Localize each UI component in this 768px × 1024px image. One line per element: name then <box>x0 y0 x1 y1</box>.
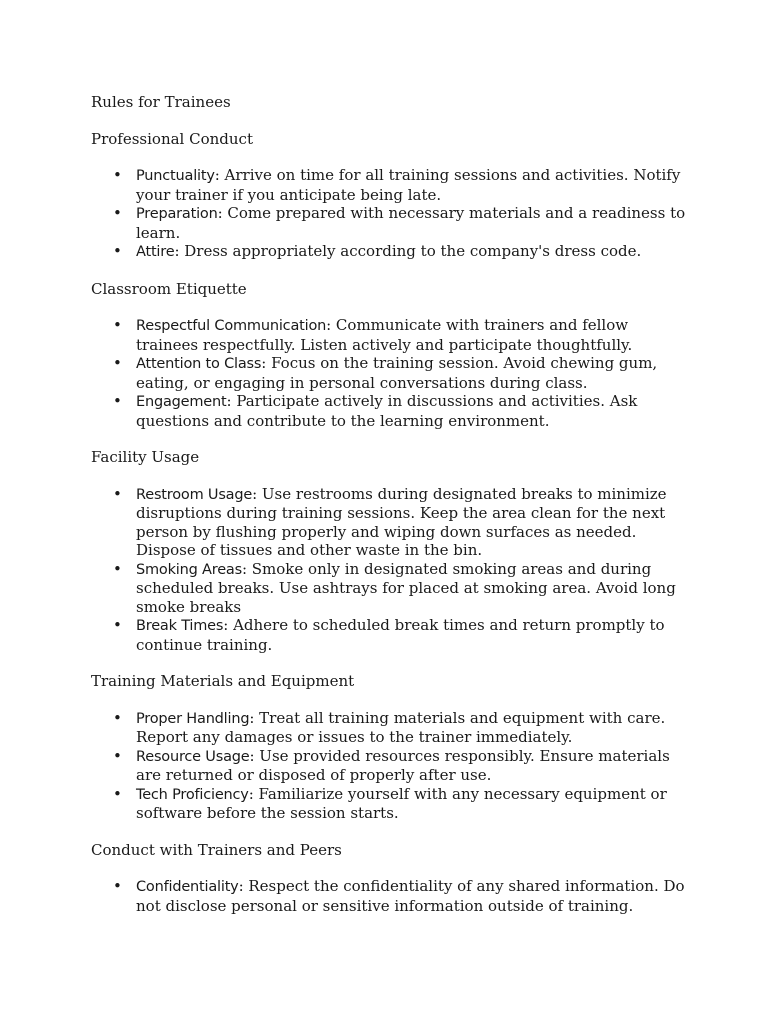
rule-text: : Treat all training materials and equipment with care. Report any damages or issues to the trainer immediately. <box>136 708 666 746</box>
section-heading-professional-conduct: Professional Conduct <box>91 129 253 148</box>
bullet-icon: • <box>113 242 122 260</box>
rule-term: Tech Proficiency <box>136 786 249 803</box>
rule-term: Punctuality <box>136 168 215 184</box>
rule-term: Smoking Areas <box>136 561 242 578</box>
rules-list-facility-usage <box>91 485 691 655</box>
rule-term: Respectful Communication <box>136 318 327 334</box>
rule-term: Preparation <box>136 206 218 222</box>
rules-list-professional-conduct <box>91 166 691 262</box>
bullet-icon: • <box>113 316 122 334</box>
rule-text: : Dress appropriately according to the company's dress code. <box>174 242 642 260</box>
document-title: Rules for Trainees <box>91 93 231 111</box>
rule-text: : Use restrooms during designated breaks to minimize disruptions during training sessions. Keep the area clean for the next person by flushing properly and wiping down surfaces as needed. Dispose of tissues and other waste in the bin. <box>136 484 667 559</box>
bullet-icon: • <box>113 784 122 803</box>
rule-item <box>91 242 691 262</box>
bullet-icon: • <box>113 354 122 372</box>
rule-text: : Adhere to scheduled break times and return promptly to continue training. <box>136 616 665 654</box>
rule-term: Engagement <box>136 394 227 410</box>
document-page <box>91 93 691 933</box>
rule-text: : Communicate with trainers and fellow trainees respectfully. Listen actively and participate thoughtfully. <box>136 316 633 354</box>
bullet-icon: • <box>113 559 122 578</box>
rule-text: : Respect the confidentiality of any shared information. Do not disclose personal or sensitive information outside of training. <box>136 877 685 915</box>
rule-text: : Familiarize yourself with any necessary equipment or software before the session starts. <box>136 784 667 822</box>
rule-item <box>91 316 691 354</box>
rule-term: Attire <box>136 244 175 260</box>
rules-list-classroom-etiquette <box>91 316 691 430</box>
rule-item <box>91 560 691 617</box>
rule-item <box>91 616 691 654</box>
rule-item <box>91 747 691 785</box>
section-heading-classroom-etiquette: Classroom Etiquette <box>91 279 247 298</box>
rule-term: Resource Usage <box>136 748 250 765</box>
rule-text: : Arrive on time for all training sessions and activities. Notify your trainer if you anticipate being late. <box>136 166 681 204</box>
rule-text: : Come prepared with necessary materials and a readiness to learn. <box>136 204 686 242</box>
rule-item <box>91 709 691 747</box>
rules-list-training-materials <box>91 709 691 823</box>
bullet-icon: • <box>113 877 122 895</box>
rule-item <box>91 204 691 242</box>
bullet-icon: • <box>113 708 122 727</box>
rule-item <box>91 485 691 560</box>
rule-term: Break Times <box>136 618 224 634</box>
rule-term: Confidentiality <box>136 879 239 895</box>
bullet-icon: • <box>113 484 122 503</box>
rule-item <box>91 877 691 915</box>
rule-item <box>91 166 691 204</box>
section-heading-training-materials: Training Materials and Equipment <box>91 672 355 690</box>
rule-term: Attention to Class <box>136 356 262 372</box>
bullet-icon: • <box>113 746 122 765</box>
bullet-icon: • <box>113 392 122 410</box>
rule-term: Restroom Usage <box>136 486 253 503</box>
rule-item <box>91 392 691 430</box>
rule-text: : Participate actively in discussions and activities. Ask questions and contribute to the learning environment. <box>136 392 638 430</box>
rule-term: Proper Handling <box>136 710 250 727</box>
section-heading-conduct-with-trainers: Conduct with Trainers and Peers <box>91 840 342 859</box>
rules-list-conduct-with-trainers <box>91 877 691 915</box>
rule-text: : Use provided resources responsibly. Ensure materials are returned or disposed of properly after use. <box>136 746 670 784</box>
rule-item <box>91 354 691 392</box>
section-heading-facility-usage: Facility Usage <box>91 448 200 466</box>
rule-item <box>91 785 691 823</box>
bullet-icon: • <box>113 616 122 634</box>
bullet-icon: • <box>113 166 122 184</box>
rule-text: : Smoke only in designated smoking areas and during scheduled breaks. Use ashtrays for placed at smoking area. Avoid long smoke breaks <box>136 559 676 616</box>
bullet-icon: • <box>113 204 122 222</box>
rule-text: : Focus on the training session. Avoid chewing gum, eating, or engaging in personal conversations during class. <box>136 354 658 392</box>
